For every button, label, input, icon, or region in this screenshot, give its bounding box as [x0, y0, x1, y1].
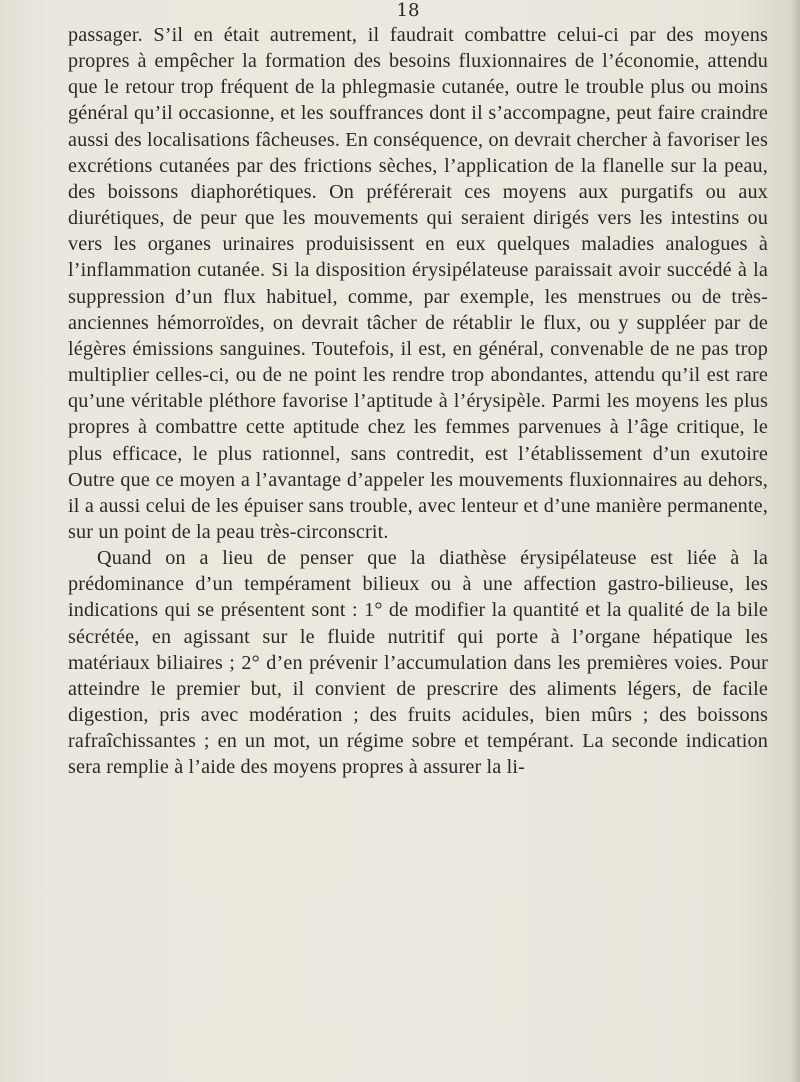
paragraph-2: Quand on a lieu de penser que la diathèse érysipélateuse est liée à la prédominance d’un tempérament bilieux ou à une affection gastro-bilieuse, les indications qui se présentent sont : 1° de modifier la quantité et la qualité de la bile sécrétée, en agissant sur le fluide nutritif qui porte à l’organe hépatique les matériaux biliaires ; 2° d’en prévenir l’accumulation dans les premières voies. Pour atteindre le premier but, il convient de prescrire des aliments légers, de facile digestion, pris avec modération ; des fruits acidules, bien mûrs ; des boissons rafraîchissantes ; en un mot, un régime sobre et tempérant. La seconde indication sera remplie à l’aide des moyens propres à assurer la li-: [68, 547, 768, 779]
body-text: [68, 22, 768, 781]
page-number: 18: [396, 0, 420, 21]
paragraph-1: passager. S’il en était autrement, il faudrait combattre celui-ci par des moyens propres à empêcher la formation des besoins fluxionnaires de l’économie, attendu que le retour trop fréquent de la phlegmasie cutanée, outre le trouble plus ou moins général qu’il occasionne, et les souffrances dont il s’accompagne, peut faire craindre aussi des localisations fâcheuses. En conséquence, on devrait chercher à favoriser les excrétions cutanées par des frictions sèches, l’application de la flanelle sur la peau, des boissons diaphorétiques. On préférerait ces moyens aux purgatifs ou aux diurétiques, de peur que les mouvements qui seraient dirigés vers les intestins ou vers les organes urinaires produisissent en eux quelques maladies analogues à l’inflammation cutanée. Si la disposition érysipélateuse paraissait avoir succédé à la suppression d’un flux habituel, comme, par exemple, les menstrues ou de très-anciennes hémorroïdes, on devrait tâcher de rétablir le flux, ou y suppléer par de légères émissions sanguines. Toutefois, il est, en général, convenable de ne pas trop multiplier celles-ci, ou de ne point les rendre trop abondantes, attendu qu’il est rare qu’une véritable pléthore favorise l’aptitude à l’érysipèle. Parmi les moyens les plus propres à combattre cette aptitude chez les femmes parvenues à l’âge critique, le plus efficace, le plus rationnel, sans contredit, est l’établissement d’un exutoire Outre que ce moyen a l’avantage d’appeler les mouvements fluxionnaires au dehors, il a aussi celui de les épuiser sans trouble, avec lenteur et d’une manière permanente, sur un point de la peau très-circonscrit.: [68, 24, 768, 543]
page-edge-shadow: [790, 0, 800, 1082]
